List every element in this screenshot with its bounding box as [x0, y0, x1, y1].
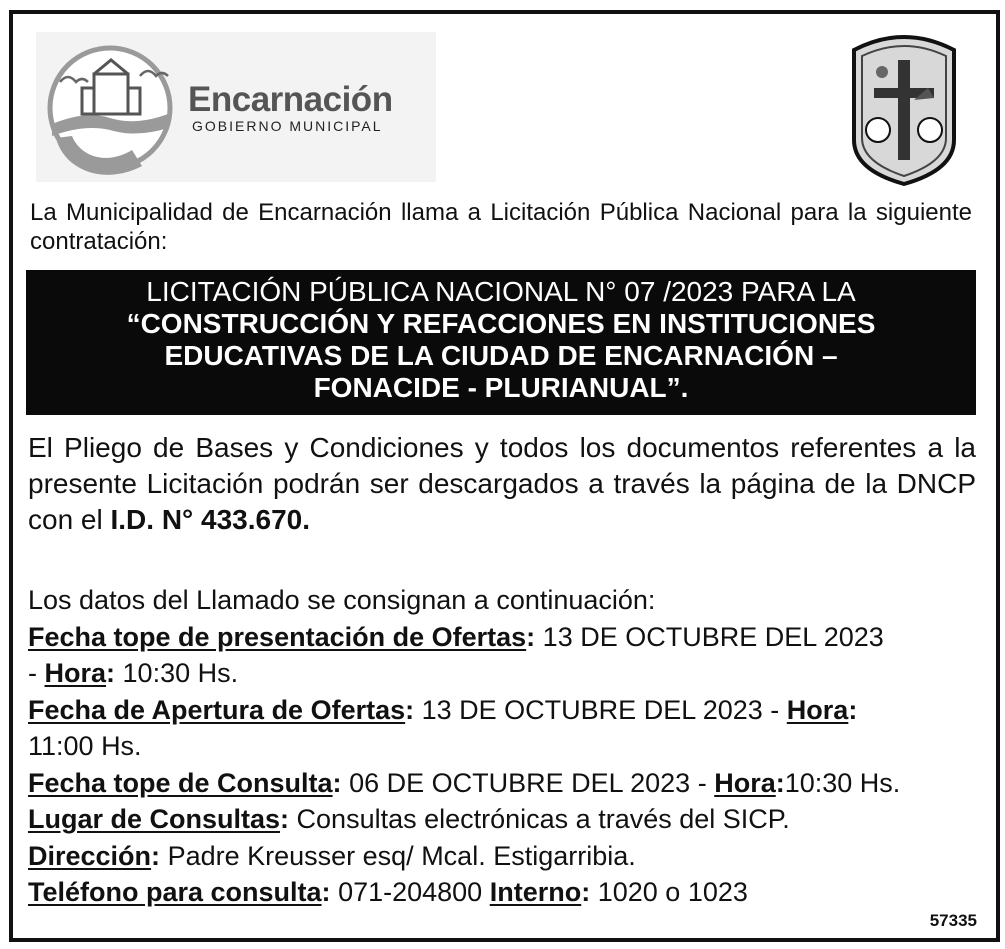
consult-date: 06 DE OCTUBRE DEL 2023 — [349, 767, 691, 798]
consult-row: Fecha tope de Consulta: 06 DE OCTUBRE DEL 2023 - Hora:10:30 Hs. — [28, 767, 901, 798]
brand-subtitle: GOBIERNO MUNICIPAL — [192, 118, 383, 134]
phone-row: Teléfono para consulta: 071-204800 Interno: 1020 o 1023 — [28, 877, 748, 907]
tender-title-banner — [26, 270, 976, 415]
opening-label: Fecha de Apertura de Ofertas — [28, 694, 406, 725]
presentation-hour: 10:30 Hs. — [122, 658, 239, 688]
banner-line-4: FONACIDE - PLURIANUAL”. — [313, 372, 689, 403]
presentation-row: Fecha tope de presentación de Ofertas: 13 DE OCTUBRE DEL 2023 — [28, 621, 884, 652]
opening-row: Fecha de Apertura de Ofertas: 13 DE OCTUBRE DEL 2023 - Hora: — [28, 694, 858, 725]
presentation-hour-row: - Hora: 10:30 Hs. — [28, 658, 239, 688]
consult-label: Fecha tope de Consulta — [28, 767, 333, 798]
banner-line-1: LICITACIÓN PÚBLICA NACIONAL N° 07 /2023 PARA LA — [146, 276, 856, 307]
ext-label: Interno — [489, 877, 582, 907]
municipal-logo — [36, 32, 436, 182]
consult-hour: 10:30 Hs. — [784, 767, 901, 798]
ext-value: 1020 o 1023 — [597, 877, 748, 907]
banner-line-3: EDUCATIVAS DE LA CIUDAD DE ENCARNACIÓN – — [164, 340, 838, 371]
banner-line-2: “CONSTRUCCIÓN Y REFACCIONES EN INSTITUCIONES — [126, 308, 876, 339]
phone-label: Teléfono para consulta — [28, 877, 322, 907]
opening-date: 13 DE OCTUBRE DEL 2023 — [421, 694, 763, 725]
dncp-id: I.D. N° 433.670. — [110, 504, 311, 535]
hour-label: Hora — [786, 694, 849, 725]
hour-label: Hora — [714, 767, 776, 798]
opening-hour: 11:00 Hs. — [28, 731, 142, 761]
presentation-date: 13 DE OCTUBRE DEL 2023 — [542, 621, 884, 652]
place-value: Consultas electrónicas a través del SICP. — [296, 804, 790, 834]
hour-label: Hora — [44, 658, 107, 688]
intro-text: La Municipalidad de Encarnación llama a Licitación Pública Nacional para la siguiente contratación: — [30, 199, 972, 255]
address-row: Dirección: Padre Kreusser esq/ Mcal. Estigarribia. — [28, 840, 636, 871]
address-label: Dirección — [28, 840, 152, 871]
brand-name: Encarnación — [188, 80, 393, 119]
encarnacion-e-logo-icon — [46, 38, 176, 178]
documents-paragraph — [28, 430, 976, 538]
address-value: Padre Kreusser esq/ Mcal. Estigarribia. — [167, 840, 636, 871]
opening-hour-row — [28, 728, 988, 765]
phone-value: 071-204800 — [338, 877, 483, 907]
presentation-label: Fecha tope de presentación de Ofertas — [28, 621, 527, 652]
place-label: Lugar de Consultas — [28, 804, 281, 834]
reference-number: 57335 — [929, 911, 977, 930]
details-intro: Los datos del Llamado se consignan a continuación: — [28, 585, 656, 615]
call-details — [28, 582, 988, 911]
documents-text: El Pliego de Bases y Condiciones y todos los documentos referentes a la presente Licitación podrán ser descargados a través la página de la DNCP con el — [28, 432, 976, 535]
municipal-coat-of-arms-icon — [848, 30, 960, 186]
place-row: Lugar de Consultas: Consultas electrónicas a través del SICP. — [28, 804, 790, 834]
